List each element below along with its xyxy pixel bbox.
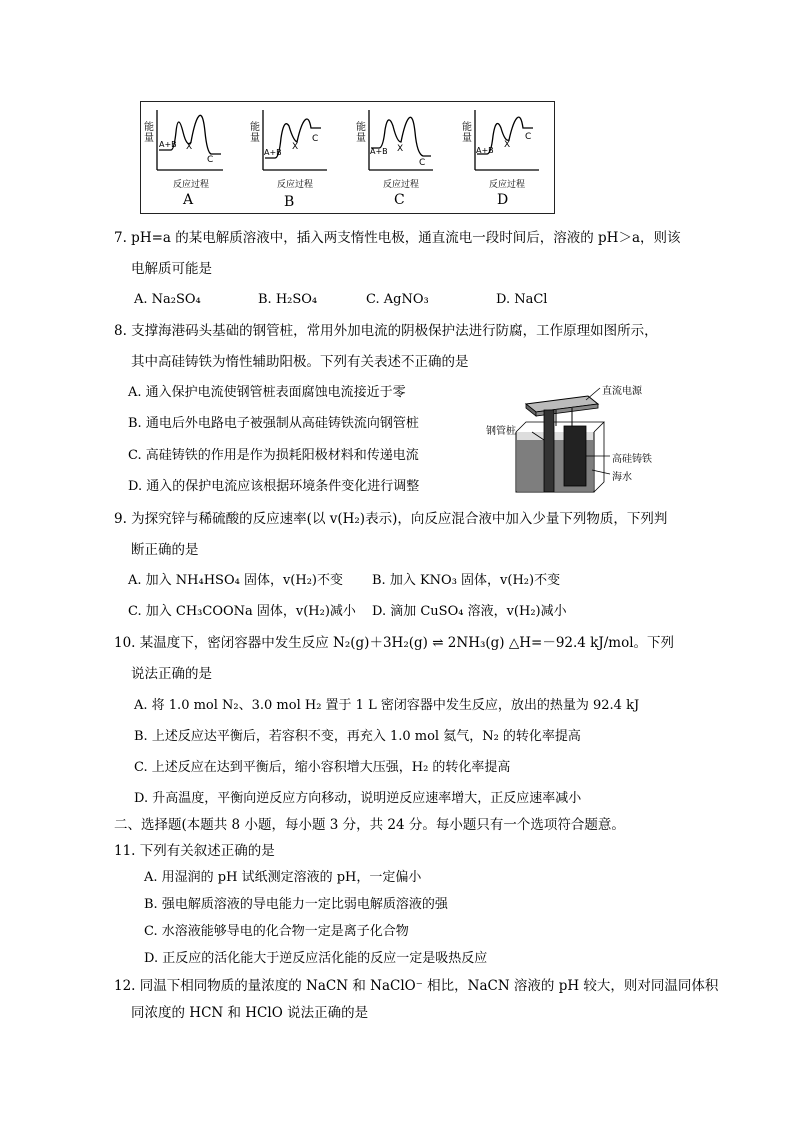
apparatus-water-label: 海水 xyxy=(612,472,632,483)
apparatus-power-label: 直流电源 xyxy=(602,386,642,397)
panel-c-letter: C xyxy=(394,192,405,208)
panel-a-xlabel: 反应过程 xyxy=(173,180,210,190)
panel-b-ab-label: A+B xyxy=(264,148,282,157)
panel-d-ylabel: 能量 xyxy=(462,122,472,144)
q10-option-d: D. 升高温度，平衡向逆反应方向移动，说明逆反应速率增大，正反应速率减小 xyxy=(134,791,582,806)
panel-d-xlabel: 反应过程 xyxy=(489,180,526,190)
panel-a-ab-label: A+B xyxy=(159,140,177,149)
panel-b-x-label: X xyxy=(292,142,299,152)
panel-c-xlabel: 反应过程 xyxy=(383,180,420,190)
q11-option-a: A. 用湿润的 pH 试纸测定溶液的 pH，一定偏小 xyxy=(144,870,422,885)
apparatus-pile-label: 钢管桩 xyxy=(486,426,516,437)
q8-option-b: B. 通电后外电路电子被强制从高硅铸铁流向钢管桩 xyxy=(128,416,419,431)
q10-option-b: B. 上述反应达平衡后，若容积不变，再充入 1.0 mol 氦气，N₂ 的转化率提高 xyxy=(134,729,581,744)
panel-a-x-label: X xyxy=(186,142,193,152)
q7-option-a: A. Na₂SO₄ xyxy=(134,292,201,307)
q7-stem-line1: 7. pH=a 的某电解质溶液中，插入两支惰性电极，通直流电一段时间后，溶液的 pH＞a，则该 xyxy=(114,230,681,246)
q12-stem-line2: 同浓度的 HCN 和 HClO 说法正确的是 xyxy=(131,1005,369,1021)
section-2-heading: 二、选择题(本题共 8 小题，每小题 3 分，共 24 分。每小题只有一个选项符合题意。 xyxy=(114,817,625,833)
q11-option-d: D. 正反应的活化能大于逆反应活化能的反应一定是吸热反应 xyxy=(144,951,488,966)
q12-stem-line1: 12. 同温下相同物质的量浓度的 NaCN 和 NaClO⁻ 相比，NaCN 溶液的 pH 较大，则对同温同体积 xyxy=(114,978,719,994)
panel-a-letter: A xyxy=(183,192,194,208)
energy-diagrams-figure xyxy=(140,101,555,214)
q8-option-c: C. 高硅铸铁的作用是作为损耗阳极材料和传递电流 xyxy=(128,448,419,463)
q8-option-a: A. 通入保护电流使钢管桩表面腐蚀电流接近于零 xyxy=(128,385,406,400)
q7-stem-line2: 电解质可能是 xyxy=(131,261,212,277)
q11-stem-line1: 11. 下列有关叙述正确的是 xyxy=(114,843,275,859)
q7-option-d: D. NaCl xyxy=(496,292,548,307)
panel-d-letter: D xyxy=(497,192,509,208)
cathodic-protection-figure xyxy=(486,380,666,498)
energy-diagrams-svg xyxy=(141,102,556,215)
q7-option-b: B. H₂SO₄ xyxy=(258,292,318,307)
q10-stem-line1: 10. 某温度下，密闭容器中发生反应 N₂(g)＋3H₂(g) ⇌ 2NH₃(g) △H=－92.4 kJ/mol。下列 xyxy=(114,635,675,651)
q9-option-b: B. 加入 KNO₃ 固体，v(H₂)不变 xyxy=(372,573,561,588)
q8-stem-line2: 其中高硅铸铁为惰性辅助阳极。下列有关表述不正确的是 xyxy=(131,354,469,370)
panel-c-ab-label: A+B xyxy=(370,147,388,156)
panel-c-c-label: C xyxy=(419,158,426,168)
apparatus-svg xyxy=(486,380,666,498)
panel-d-x-label: X xyxy=(504,140,511,150)
panel-b-ylabel: 能量 xyxy=(250,122,260,144)
q8-stem-line1: 8. 支撑海港码头基础的钢管桩，常用外加电流的阴极保护法进行防腐，工作原理如图所示， xyxy=(114,323,658,339)
q9-stem-line2: 断正确的是 xyxy=(131,542,199,558)
q8-option-d: D. 通入的保护电流应该根据环境条件变化进行调整 xyxy=(128,479,420,494)
q9-option-d: D. 滴加 CuSO₄ 溶液，v(H₂)减小 xyxy=(372,604,567,619)
panel-c-ylabel: 能量 xyxy=(356,122,366,144)
q10-stem-line2: 说法正确的是 xyxy=(131,666,212,682)
panel-a-ylabel: 能量 xyxy=(144,122,154,144)
q11-option-c: C. 水溶液能够导电的化合物一定是离子化合物 xyxy=(144,924,409,939)
q7-option-c: C. AgNO₃ xyxy=(366,292,429,307)
q9-stem-line1: 9. 为探究锌与稀硫酸的反应速率(以 v(H₂)表示)，向反应混合液中加入少量下列物质，下列判 xyxy=(114,511,668,527)
q10-option-c: C. 上述反应在达到平衡后，缩小容积增大压强，H₂ 的转化率提高 xyxy=(134,760,511,775)
q9-option-c: C. 加入 CH₃COONa 固体，v(H₂)减小 xyxy=(128,604,356,619)
panel-a-c-label: C xyxy=(207,155,214,165)
q11-option-b: B. 强电解质溶液的导电能力一定比弱电解质溶液的强 xyxy=(144,897,448,912)
panel-d-ab-label: A+B xyxy=(476,146,494,155)
apparatus-iron-label: 高硅铸铁 xyxy=(612,454,652,465)
q10-option-a: A. 将 1.0 mol N₂、3.0 mol H₂ 置于 1 L 密闭容器中发生反应，放出的热量为 92.4 kJ xyxy=(134,698,640,713)
q9-option-a: A. 加入 NH₄HSO₄ 固体，v(H₂)不变 xyxy=(128,573,343,588)
panel-b-letter: B xyxy=(284,194,295,210)
panel-c-x-label: X xyxy=(397,144,404,154)
panel-b-c-label: C xyxy=(312,134,319,144)
panel-d-c-label: C xyxy=(525,132,532,142)
panel-b-xlabel: 反应过程 xyxy=(277,180,314,190)
